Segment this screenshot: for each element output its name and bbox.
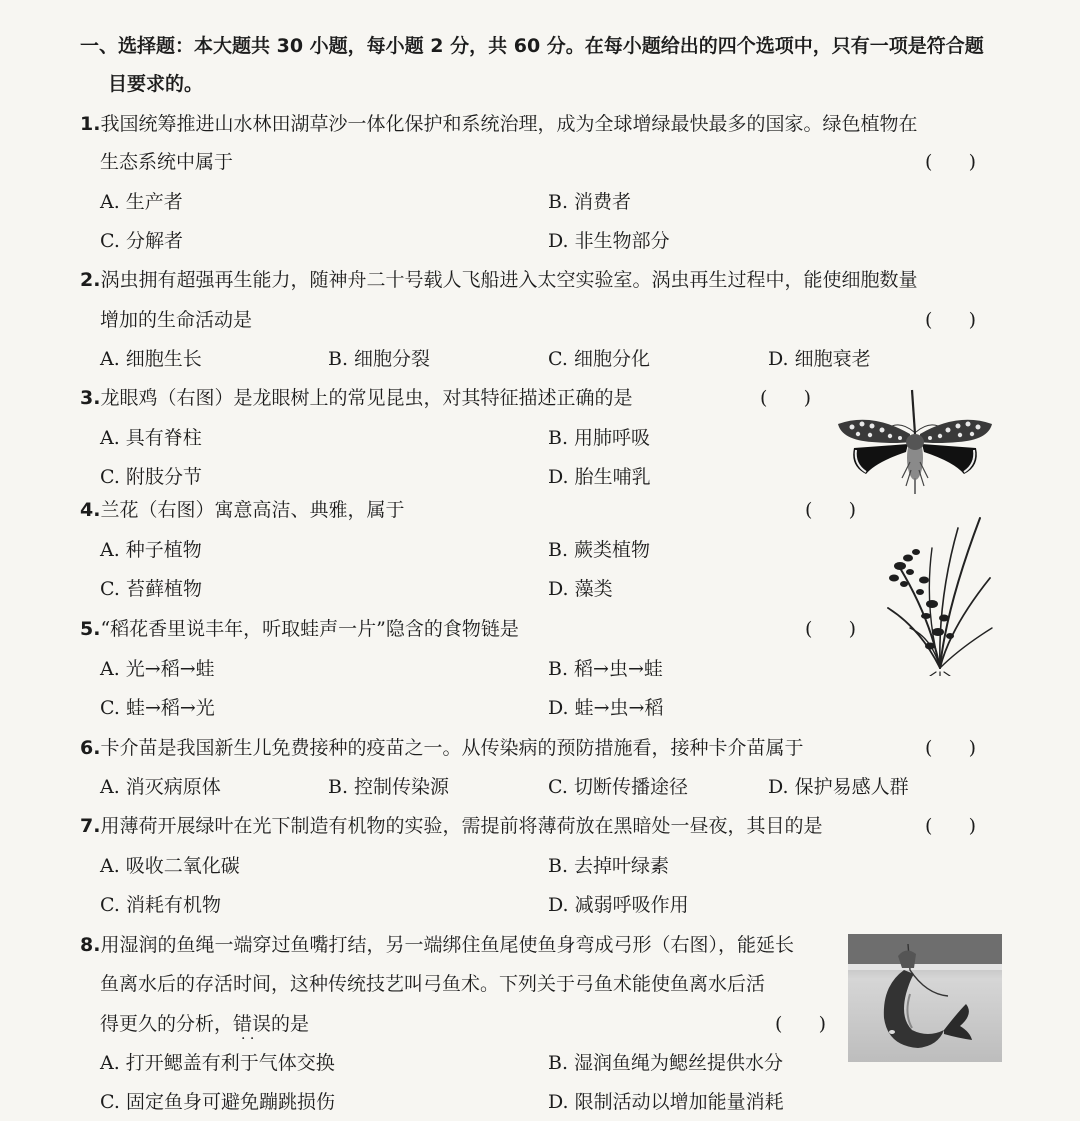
- answer-blank[interactable]: ( ): [805, 618, 857, 640]
- q6-option-d[interactable]: D. 保护易感人群: [768, 776, 909, 798]
- q7-option-b[interactable]: B. 去掉叶绿素: [548, 855, 670, 877]
- question-6-text: [80, 736, 803, 760]
- q4-option-a[interactable]: A. 种子植物: [100, 539, 202, 561]
- q4-option-b[interactable]: B. 蕨类植物: [548, 539, 651, 561]
- question-4-number: 4.: [80, 499, 101, 521]
- answer-blank[interactable]: ( ): [805, 499, 857, 521]
- question-2-line1: 涡虫拥有超强再生能力，随神舟二十号载人飞船进入太空实验室。涡虫再生过程中，能使细胞数量: [100, 269, 918, 291]
- question-7-number: 7.: [80, 815, 101, 837]
- q3-option-b[interactable]: B. 用肺呼吸: [548, 427, 651, 449]
- question-6-line1: 卡介苗是我国新生儿免费接种的疫苗之一。从传染病的预防措施看，接种卡介苗属于: [100, 737, 804, 759]
- question-6-number: 6.: [80, 737, 101, 759]
- question-8-line2: 鱼离水后的存活时间，这种传统技艺叫弓鱼术。下列关于弓鱼术能使鱼离水后活: [100, 973, 766, 995]
- q2-option-a[interactable]: A. 细胞生长: [100, 348, 202, 370]
- q2-option-d[interactable]: D. 细胞衰老: [768, 348, 871, 370]
- answer-blank[interactable]: ( ): [775, 1013, 827, 1035]
- answer-blank[interactable]: ( ): [925, 737, 977, 759]
- question-5-line1: “稻花香里说丰年，听取蛙声一片”隐含的食物链是: [100, 618, 519, 640]
- question-3-text: [80, 386, 632, 410]
- q3-option-d[interactable]: D. 胎生哺乳: [548, 466, 651, 488]
- q5-option-b[interactable]: B. 稻→虫→蛙: [548, 658, 663, 680]
- question-7-line1: 用薄荷开展绿叶在光下制造有机物的实验，需提前将薄荷放在黑暗处一昼夜，其目的是: [100, 815, 823, 837]
- question-2-text: [80, 268, 917, 292]
- question-2-number: 2.: [80, 269, 101, 291]
- orchid-icon: [880, 508, 1000, 676]
- section-title-line1: 一、选择题：本大题共 30 小题，每小题 2 分，共 60 分。在每小题给出的四个选项中，只有一项是符合题: [80, 35, 984, 57]
- question-1-line1: 我国统筹推进山水林田湖草沙一体化保护和系统治理，成为全球增绿最快最多的国家。绿色植物在: [100, 113, 918, 135]
- bowed-fish-photo: [848, 934, 1002, 1062]
- answer-blank[interactable]: ( ): [925, 815, 977, 837]
- q6-option-a[interactable]: A. 消灭病原体: [100, 776, 221, 798]
- lantern-fly-icon: [832, 382, 998, 498]
- question-7-text: [80, 814, 822, 838]
- answer-blank[interactable]: ( ): [925, 151, 977, 173]
- q1-option-d[interactable]: D. 非生物部分: [548, 230, 670, 252]
- q7-option-a[interactable]: A. 吸收二氧化碳: [100, 855, 240, 877]
- question-8-line1: 用湿润的鱼绳一端穿过鱼嘴打结，另一端绑住鱼尾使鱼身弯成弓形（右图），能延长: [100, 934, 794, 956]
- question-1-number: 1.: [80, 113, 101, 135]
- question-8-line3: [100, 1012, 309, 1036]
- question-3-line1: 龙眼鸡（右图）是龙眼树上的常见昆虫，对其特征描述正确的是: [100, 387, 633, 409]
- question-2-line2: 增加的生命活动是: [100, 309, 253, 331]
- section-title-line2: 目要求的。: [108, 73, 204, 95]
- answer-blank[interactable]: ( ): [925, 309, 977, 331]
- q2-option-c[interactable]: C. 细胞分化: [548, 348, 650, 370]
- q8-option-b[interactable]: B. 湿润鱼绳为鳃丝提供水分: [548, 1052, 784, 1074]
- answer-blank[interactable]: ( ): [760, 387, 812, 409]
- question-5-text: [80, 617, 519, 641]
- q3-option-a[interactable]: A. 具有脊柱: [100, 427, 202, 449]
- q5-option-a[interactable]: A. 光→稻→蛙: [100, 658, 215, 680]
- q6-option-c[interactable]: C. 切断传播途径: [548, 776, 688, 798]
- question-8-text: [80, 933, 794, 957]
- q8-option-d[interactable]: D. 限制活动以增加能量消耗: [548, 1091, 784, 1113]
- q1-option-c[interactable]: C. 分解者: [100, 230, 183, 252]
- q4-option-d[interactable]: D. 藻类: [548, 578, 613, 600]
- q6-option-b[interactable]: B. 控制传染源: [328, 776, 450, 798]
- question-3-number: 3.: [80, 387, 101, 409]
- question-8-line3-pre: 得更久的分析，: [100, 1013, 234, 1035]
- question-8-number: 8.: [80, 934, 101, 956]
- q4-option-c[interactable]: C. 苔藓植物: [100, 578, 202, 600]
- q5-option-c[interactable]: C. 蛙→稻→光: [100, 697, 215, 719]
- question-5-number: 5.: [80, 618, 101, 640]
- q3-option-c[interactable]: C. 附肢分节: [100, 466, 202, 488]
- q1-option-a[interactable]: A. 生产者: [100, 191, 183, 213]
- question-4-line1: 兰花（右图）寓意高洁、典雅，属于: [100, 499, 405, 521]
- q8-option-c[interactable]: C. 固定鱼身可避免蹦跳损伤: [100, 1091, 335, 1113]
- question-1-line2: 生态系统中属于: [100, 151, 234, 173]
- q8-option-a[interactable]: A. 打开鳃盖有利于气体交换: [100, 1052, 335, 1074]
- question-8-line3-post: 的是: [271, 1013, 310, 1035]
- emphasis-dotted: 错误 · ·: [233, 1013, 271, 1035]
- q7-option-d[interactable]: D. 减弱呼吸作用: [548, 894, 689, 916]
- q2-option-b[interactable]: B. 细胞分裂: [328, 348, 431, 370]
- q7-option-c[interactable]: C. 消耗有机物: [100, 894, 221, 916]
- q1-option-b[interactable]: B. 消费者: [548, 191, 632, 213]
- question-4-text: [80, 498, 404, 522]
- question-1-text: [80, 112, 917, 136]
- q5-option-d[interactable]: D. 蛙→虫→稻: [548, 697, 664, 719]
